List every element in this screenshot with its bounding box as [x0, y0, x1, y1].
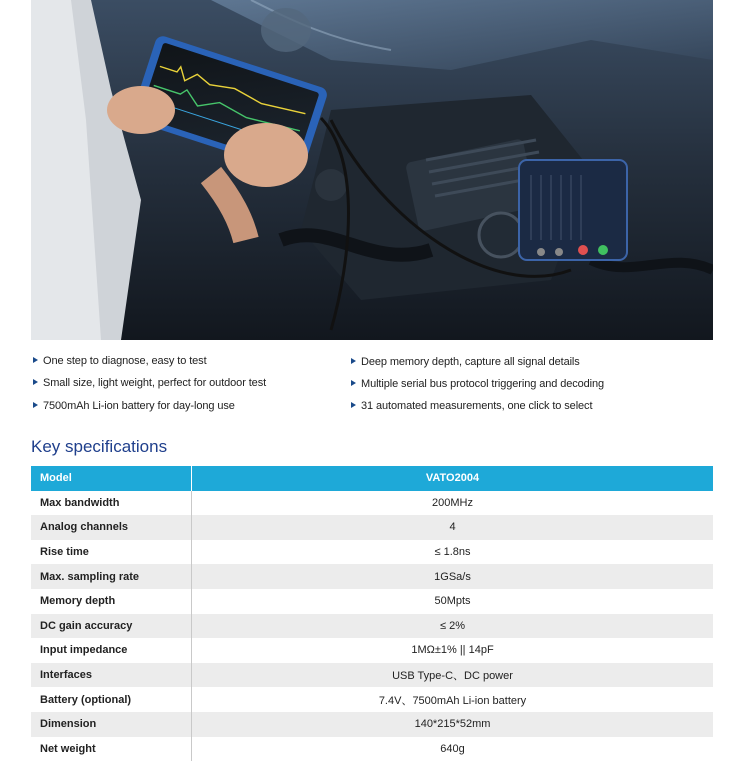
spec-row: [31, 737, 713, 762]
spec-key: Model: [31, 466, 192, 491]
spec-key: Net weight: [31, 737, 192, 762]
spec-key: DC gain accuracy: [31, 614, 192, 639]
spec-value: 1GSa/s: [192, 564, 714, 589]
spec-row: [31, 589, 713, 614]
spec-value: 50Mpts: [192, 589, 714, 614]
feature-item: Deep memory depth, capture all signal details: [351, 356, 580, 368]
feature-item: 31 automated measurements, one click to select: [351, 400, 592, 412]
spec-row: [31, 712, 713, 737]
spec-key: Memory depth: [31, 589, 192, 614]
bullet-arrow-icon: [351, 380, 356, 386]
spec-row: [31, 540, 713, 565]
spec-value: ≤ 1.8ns: [192, 540, 714, 565]
spec-key: Input impedance: [31, 638, 192, 663]
spec-key: Analog channels: [31, 515, 192, 540]
spec-row: [31, 564, 713, 589]
spec-value: ≤ 2%: [192, 614, 714, 639]
bullet-arrow-icon: [33, 379, 38, 385]
bullet-arrow-icon: [33, 402, 38, 408]
spec-value: USB Type-C、DC power: [192, 663, 714, 688]
spec-key: Rise time: [31, 540, 192, 565]
spec-value: 200MHz: [192, 491, 714, 516]
bullet-arrow-icon: [33, 357, 38, 363]
spec-key: Interfaces: [31, 663, 192, 688]
hero-image: [31, 0, 713, 340]
spec-key: Max bandwidth: [31, 491, 192, 516]
spec-value: 7.4V、7500mAh Li-ion battery: [192, 687, 714, 712]
spec-header-row: [31, 466, 713, 491]
spec-value: VATO2004: [192, 466, 714, 491]
spec-key: Battery (optional): [31, 687, 192, 712]
spec-row: [31, 663, 713, 688]
spec-row: [31, 515, 713, 540]
spec-row: [31, 491, 713, 516]
spec-value: 140*215*52mm: [192, 712, 714, 737]
spec-key: Max. sampling rate: [31, 564, 192, 589]
section-title: Key specifications: [31, 437, 168, 456]
spec-row: [31, 687, 713, 712]
spec-key: Dimension: [31, 712, 192, 737]
feature-item: Multiple serial bus protocol triggering and decoding: [351, 378, 604, 390]
feature-item: One step to diagnose, easy to test: [33, 355, 207, 367]
spec-value: 1MΩ±1% || 14pF: [192, 638, 714, 663]
hero-illustration: [31, 0, 713, 340]
spec-value: 4: [192, 515, 714, 540]
spec-row: [31, 614, 713, 639]
bullet-arrow-icon: [351, 402, 356, 408]
spec-row: [31, 638, 713, 663]
spec-table: [31, 466, 713, 761]
feature-item: 7500mAh Li-ion battery for day-long use: [33, 400, 235, 412]
bullet-arrow-icon: [351, 358, 356, 364]
spec-value: 640g: [192, 737, 714, 762]
feature-item: Small size, light weight, perfect for outdoor test: [33, 377, 266, 389]
